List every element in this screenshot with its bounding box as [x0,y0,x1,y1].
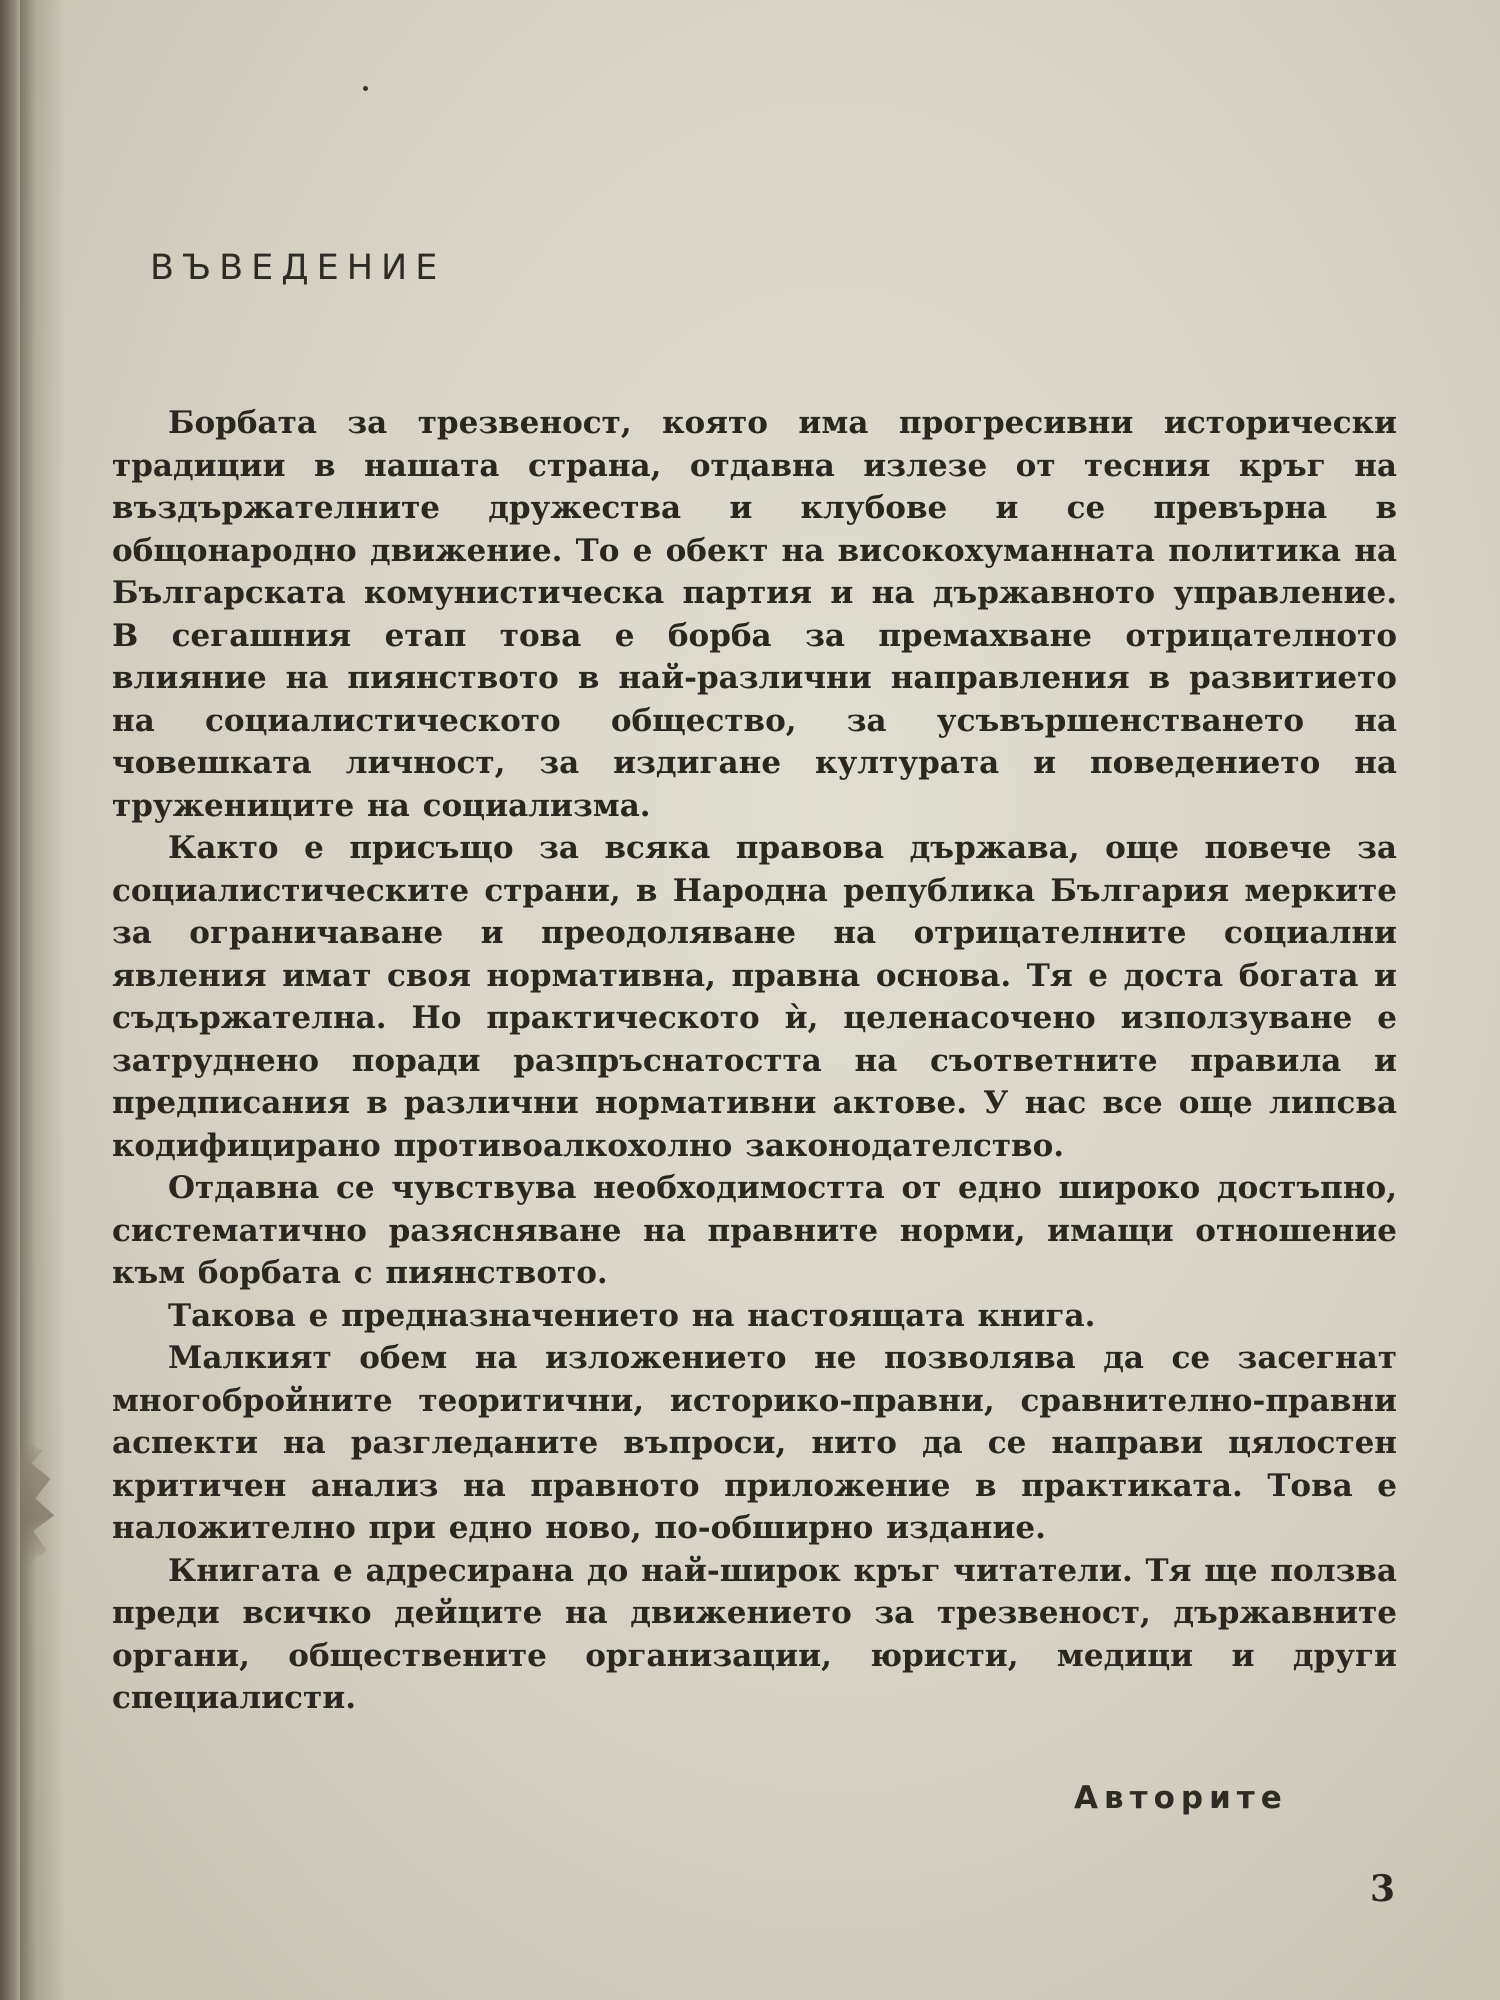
paragraph-1: Борбата за трезвеност, която има прогресивни исторически традиции в нашата страна, отдавна излезе от тесния кръг на въздържателните дружества и клубове и се превърна в общонародно движение. То е обект на високохуманната политика на Българската комунистическа партия и на държавното управление. В сегашния етап това е борба за премахване отрицателното влияние на пиянството в най-различни направления в развитието на социалистическото общество, за усъвършенстването на човешката личност, за издигане културата и поведението на тружениците на социализма. [112,405,1397,824]
paragraph-5: Малкият обем на изложението не позволява да се засегнат многобройните теоритични, историко-правни, сравнително-правни аспекти на разгледаните въпроси, нито да се направи цялостен критичен анализ на правното приложение в практиката. Това е наложително при едно ново, по-обширно издание. [112,1340,1397,1546]
paragraph-2: Както е присъщо за всяка правова държава, още повече за социалистическите страни, в Народна република България мерките за ограничаване и преодоляване на отрицателните социални явления имат своя нормативна, правна основа. Тя е доста богата и съдържателна. Но практическото ѝ, целенасочено използуване е затруднено поради разпръснатостта на съответните правила и предписания в различни нормативни актове. У нас все още липсва кодифицирано противоалкохолно законодателство. [112,830,1397,1164]
paragraph-3: Отдавна се чувствува необходимостта от едно широко достъпно, систематично разясняване на правните норми, имащи отношение към борбата с пиянството. [112,1170,1397,1291]
page-binding-shadow [20,0,66,2000]
ink-speck [363,86,368,91]
signature: Авторите [1074,1780,1288,1816]
page-number: 3 [1370,1868,1396,1910]
book-page [20,0,1500,2000]
chapter-title: ВЪВЕДЕНИЕ [150,248,446,288]
body-text [112,402,1397,1720]
paragraph-4: Такова е предназначението на настоящата книга. [168,1297,1096,1334]
paragraph-6: Книгата е адресирана до най-широк кръг читатели. Тя ще ползва преди всичко дейците на движението за трезвеност, държавните органи, обществените организации, юристи, медици и други специалисти. [112,1552,1397,1716]
